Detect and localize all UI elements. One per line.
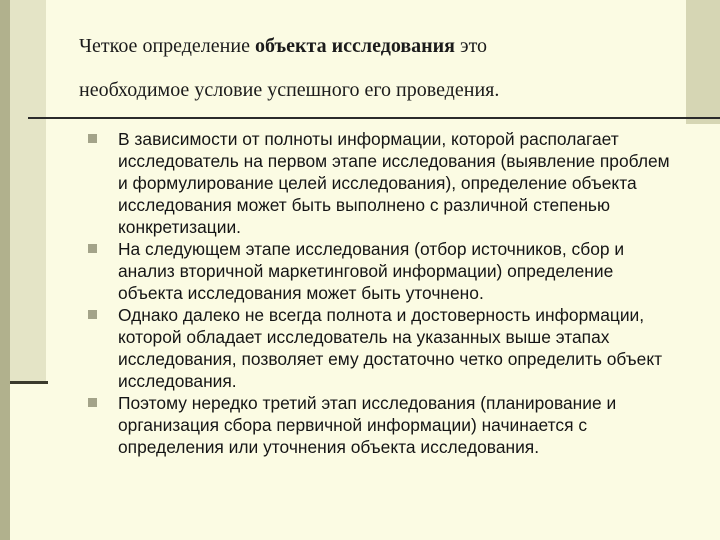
bullet-item: [88, 238, 678, 304]
bullet-text: Однако далеко не всегда полнота и достоверность информации, которой обладает исследователь на указанных выше этапах исследования, позволяет ему достаточно четко определить объект исследования.: [118, 305, 663, 391]
title-divider: [28, 117, 720, 119]
title-text-start: Четкое определение: [79, 35, 255, 57]
bullet-item: [88, 392, 678, 458]
bullet-text: Поэтому нередко третий этап исследования (планирование и организация сбора первичной информации) начинается с определения или уточнения объекта исследования.: [118, 393, 617, 457]
bullet-text: На следующем этапе исследования (отбор источников, сбор и анализ вторичной маркетинговой информации) определение объекта исследования может быть уточнено.: [118, 239, 625, 303]
left-panel-divider: [10, 381, 48, 384]
right-accent-panel: [686, 0, 720, 124]
title-text-end: это: [454, 35, 488, 57]
slide-title: [79, 24, 679, 112]
bullet-text: В зависимости от полноты информации, которой располагает исследователь на первом этапе исследования (выявление проблем и формулирование целей исследования), определение объекта исследования может быть выполнено с различной степенью конкретизации.: [118, 129, 670, 237]
bullet-list: [88, 128, 678, 458]
title-emphasis: объекта исследования: [254, 35, 455, 57]
square-bullet-icon: [88, 134, 97, 143]
square-bullet-icon: [88, 310, 97, 319]
left-accent-panel: [10, 0, 46, 383]
left-accent-bar: [0, 0, 10, 540]
square-bullet-icon: [88, 244, 97, 253]
bullet-item: [88, 304, 678, 392]
bullet-item: [88, 128, 678, 238]
title-line-2: необходимое условие успешного его проведения.: [79, 79, 500, 101]
square-bullet-icon: [88, 398, 97, 407]
title-line-1: [79, 24, 679, 68]
